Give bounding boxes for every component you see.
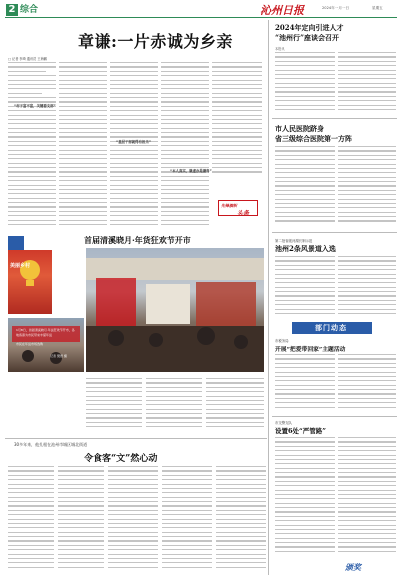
header-rule: [5, 17, 397, 18]
right-top-byline: 本报讯: [275, 47, 285, 51]
stamp-badge: [218, 200, 258, 216]
bottom-column-3: [108, 466, 158, 574]
bottom-right-column-2: [338, 437, 396, 555]
bottom-column-5: [216, 466, 266, 574]
bottom-story-title: 令食客“文”然心动: [84, 454, 158, 464]
sidebar-box-title: 部门动态: [315, 323, 347, 332]
market-crowd-scene: [86, 248, 264, 372]
main-article-column-3: [110, 62, 158, 228]
police-title: 开展“把爱带回家”主题活动: [275, 347, 346, 353]
page-number-badge: 2: [6, 4, 18, 16]
stamp-line-1: 先锋旗帜: [221, 203, 237, 208]
river-kicker: 第二批省级河湖长制示范: [275, 239, 313, 243]
river-column-2: [338, 256, 396, 320]
market-photo-caption-art: 美丽乡村: [10, 263, 31, 269]
market-title: 首届清溪晓月·年货狂欢节开市: [84, 235, 191, 245]
police-kicker: 市税务局: [275, 339, 289, 343]
right-mid-column-1: [275, 146, 335, 228]
right-mid-rule: [272, 232, 397, 233]
river-column-1: [275, 256, 335, 320]
bottom-column-4: [162, 466, 212, 574]
river-title: 池州2条风景道入选: [275, 244, 336, 253]
main-article-subhead-2: “基层干部就得有担当”: [116, 140, 151, 144]
right-top-title: 2024年定向引进人才: [275, 23, 344, 32]
right-top-subtitle: “池州行”座谈会召开: [275, 33, 340, 42]
bottom-story-kicker: 30多年来，他扎根在池州市城区城北街道: [14, 442, 88, 447]
market-body-column-1: [86, 378, 142, 434]
right-top-rule: [272, 118, 397, 119]
main-article-column-1: [8, 62, 56, 228]
bottom-right-rule: [272, 416, 397, 417]
main-article-column-5: [212, 62, 262, 178]
right-top-column-1: [275, 52, 335, 114]
main-article-subhead-1: “村子富不富，关键看支部”: [14, 104, 56, 108]
market-caption-2: 市民在年货市场选购: [16, 342, 44, 346]
stamp-line-2: 头条: [237, 210, 250, 217]
column-divider-right: [268, 20, 269, 575]
market-caption-1: 1月8日，首届清溪晓月·年货狂欢节开市，各地客商为市民带来丰富年货: [16, 328, 75, 337]
main-article-byline: □ 记者 李琦 通讯员 王海鹏: [8, 57, 47, 61]
market-photo-small: [8, 250, 52, 314]
market-photo-main: [86, 248, 264, 372]
police-column-1: [275, 354, 335, 412]
bottom-section-rule: [5, 438, 267, 439]
bottom-column-2: [58, 466, 104, 574]
main-article-column-4: [161, 62, 209, 228]
masthead-logo: 沁州日报: [260, 4, 304, 17]
market-body-column-2: [146, 378, 202, 434]
bottom-right-kicker: 市交警支队: [275, 421, 292, 425]
right-top-column-2: [338, 52, 396, 114]
lantern-icon: [8, 250, 52, 314]
market-body-column-3: [206, 378, 264, 434]
main-article-subhead-3: “本人真实，谦虚亦是谦卑”: [170, 169, 212, 173]
market-photo-credit: 记者 樊德 摄: [50, 354, 67, 358]
police-column-2: [338, 354, 396, 412]
right-mid-title-2: 省三级综合医院第一方阵: [275, 134, 352, 143]
main-article-title: 章谦:一片赤诚为乡亲: [78, 32, 233, 51]
footer-logo: 颁奖: [345, 562, 361, 572]
right-mid-column-2: [338, 146, 396, 228]
bottom-column-1: [8, 466, 54, 574]
right-mid-title: 市人民医院跻身: [275, 124, 324, 133]
section-label: 综合: [20, 5, 39, 15]
header-edition: 星期五: [372, 6, 383, 10]
header-date: 2024年一月一日: [322, 6, 350, 10]
bottom-right-title: 设置6处“严管路”: [275, 427, 327, 435]
main-article-column-2: [59, 62, 107, 228]
bottom-right-column-1: [275, 437, 335, 555]
